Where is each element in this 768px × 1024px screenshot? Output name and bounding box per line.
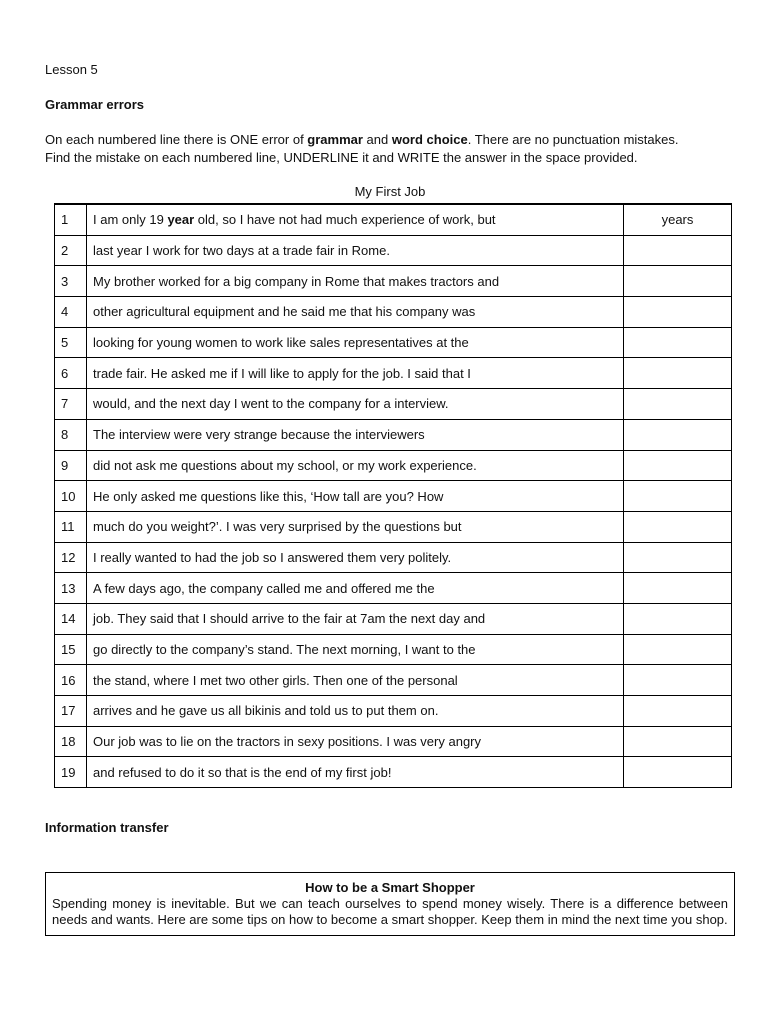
sentence-cell [87, 665, 624, 696]
table-row [55, 542, 732, 573]
answer-cell[interactable] [624, 235, 732, 266]
sentence-text: did not ask me questions about my school, or my work experience. [93, 457, 477, 473]
sentence-cell [87, 603, 624, 634]
answer-cell[interactable] [624, 573, 732, 604]
table-row [55, 665, 732, 696]
sentence-text: trade fair. He asked me if I will like to apply for the job. I said that I [93, 365, 471, 381]
error-word: year [167, 212, 195, 228]
table-row [55, 757, 732, 788]
line-number: 1 [55, 204, 87, 235]
answer-cell[interactable] [624, 665, 732, 696]
answer-cell[interactable] [624, 603, 732, 634]
table-row [55, 511, 732, 542]
line-number: 11 [55, 511, 87, 542]
line-number: 9 [55, 450, 87, 481]
answer-cell[interactable]: years [624, 204, 732, 235]
line-number: 2 [55, 235, 87, 266]
sentence-text: and refused to do it so that is the end of my first job! [93, 764, 392, 780]
answer-cell[interactable] [624, 450, 732, 481]
smart-shopper-text: Spending money is inevitable. But we can teach ourselves to spend money wisely. There is a difference between needs and wants. Here are some tips on how to become a smart shopper. Keep them in mind the next time you shop. [52, 896, 728, 927]
table-row [55, 573, 732, 604]
instructions-line-1 [45, 131, 735, 149]
sentence-text: job. They said that I should arrive to the fair at 7am the next day and [93, 611, 486, 627]
instructions [45, 131, 735, 167]
sentence-text: would, and the next day I went to the company for a interview. [93, 396, 449, 412]
line-number: 7 [55, 389, 87, 420]
table-row [55, 450, 732, 481]
sentence-cell [87, 634, 624, 665]
answer-cell[interactable] [624, 327, 732, 358]
information-transfer-heading: Information transfer [45, 820, 169, 835]
answer-cell[interactable] [624, 297, 732, 328]
table-row [55, 481, 732, 512]
line-number: 10 [55, 481, 87, 512]
sentence-text: old, so I have not had much experience of work, but [194, 212, 496, 228]
answer-cell[interactable] [624, 419, 732, 450]
answer-cell[interactable] [624, 757, 732, 788]
instructions-text: . There are no punctuation mistakes. [467, 132, 679, 147]
sentence-cell [87, 481, 624, 512]
sentence-cell [87, 204, 624, 235]
answer-cell[interactable] [624, 358, 732, 389]
table-row [55, 358, 732, 389]
table-row [55, 204, 732, 235]
answer-cell[interactable] [624, 696, 732, 727]
line-number: 8 [55, 419, 87, 450]
line-number: 14 [55, 603, 87, 634]
table-row [55, 297, 732, 328]
smart-shopper-box [45, 872, 735, 936]
sentence-text: I really wanted to had the job so I answered them very politely. [93, 549, 452, 565]
answer-cell[interactable] [624, 726, 732, 757]
sentence-cell [87, 757, 624, 788]
sentence-text: I am only 19 [93, 212, 168, 228]
sentence-cell [87, 358, 624, 389]
instructions-bold: word choice [391, 132, 468, 147]
sentence-cell [87, 542, 624, 573]
sentence-cell [87, 266, 624, 297]
line-number: 19 [55, 757, 87, 788]
table-row [55, 327, 732, 358]
sentence-cell [87, 511, 624, 542]
sentence-cell [87, 450, 624, 481]
sentence-text: go directly to the company’s stand. The next morning, I want to the [93, 641, 476, 657]
line-number: 17 [55, 696, 87, 727]
table-row [55, 603, 732, 634]
table-row [55, 634, 732, 665]
sentence-text: arrives and he gave us all bikinis and told us to put them on. [93, 703, 439, 719]
sentence-text: much do you weight?’. I was very surprised by the questions but [93, 519, 462, 535]
answer-cell[interactable] [624, 542, 732, 573]
lesson-label: Lesson 5 [45, 62, 98, 77]
sentence-cell [87, 419, 624, 450]
sentence-text: last year I work for two days at a trade fair in Rome. [93, 243, 390, 259]
sentence-cell [87, 696, 624, 727]
sentence-cell [87, 327, 624, 358]
sentence-cell [87, 726, 624, 757]
smart-shopper-title: How to be a Smart Shopper [305, 880, 475, 895]
grammar-errors-heading: Grammar errors [45, 97, 144, 112]
answer-cell[interactable] [624, 389, 732, 420]
answer-cell[interactable] [624, 481, 732, 512]
line-number: 6 [55, 358, 87, 389]
sentence-text: My brother worked for a big company in Rome that makes tractors and [93, 273, 500, 289]
sentence-text: A few days ago, the company called me and offered me the [93, 580, 435, 596]
instructions-text: and [362, 132, 392, 147]
line-number: 12 [55, 542, 87, 573]
sentence-cell [87, 389, 624, 420]
line-number: 13 [55, 573, 87, 604]
table-row [55, 389, 732, 420]
sentence-text: the stand, where I met two other girls. Then one of the personal [93, 672, 458, 688]
line-number: 4 [55, 297, 87, 328]
sentence-cell [87, 235, 624, 266]
sentence-cell [87, 573, 624, 604]
story-title: My First Job [354, 184, 426, 199]
line-number: 15 [55, 634, 87, 665]
table-row [55, 726, 732, 757]
sentence-text: He only asked me questions like this, ‘How tall are you? How [93, 488, 444, 504]
table-row [55, 419, 732, 450]
sentence-cell [87, 297, 624, 328]
table-row [55, 266, 732, 297]
table-row [55, 696, 732, 727]
instructions-text: On each numbered line there is ONE error of [45, 132, 308, 147]
grammar-errors-table [54, 203, 732, 788]
answer-cell[interactable] [624, 634, 732, 665]
sentence-text: The interview were very strange because the interviewers [93, 427, 425, 443]
table-row [55, 235, 732, 266]
sentence-text: looking for young women to work like sales representatives at the [93, 335, 469, 351]
line-number: 18 [55, 726, 87, 757]
line-number: 16 [55, 665, 87, 696]
line-number: 5 [55, 327, 87, 358]
sentence-text: Our job was to lie on the tractors in sexy positions. I was very angry [93, 734, 482, 750]
instructions-line-2: Find the mistake on each numbered line, UNDERLINE it and WRITE the answer in the space provided. [45, 150, 638, 165]
answer-cell[interactable] [624, 266, 732, 297]
answer-cell[interactable] [624, 511, 732, 542]
sentence-text: other agricultural equipment and he said me that his company was [93, 304, 476, 320]
instructions-bold: grammar [307, 132, 363, 147]
line-number: 3 [55, 266, 87, 297]
